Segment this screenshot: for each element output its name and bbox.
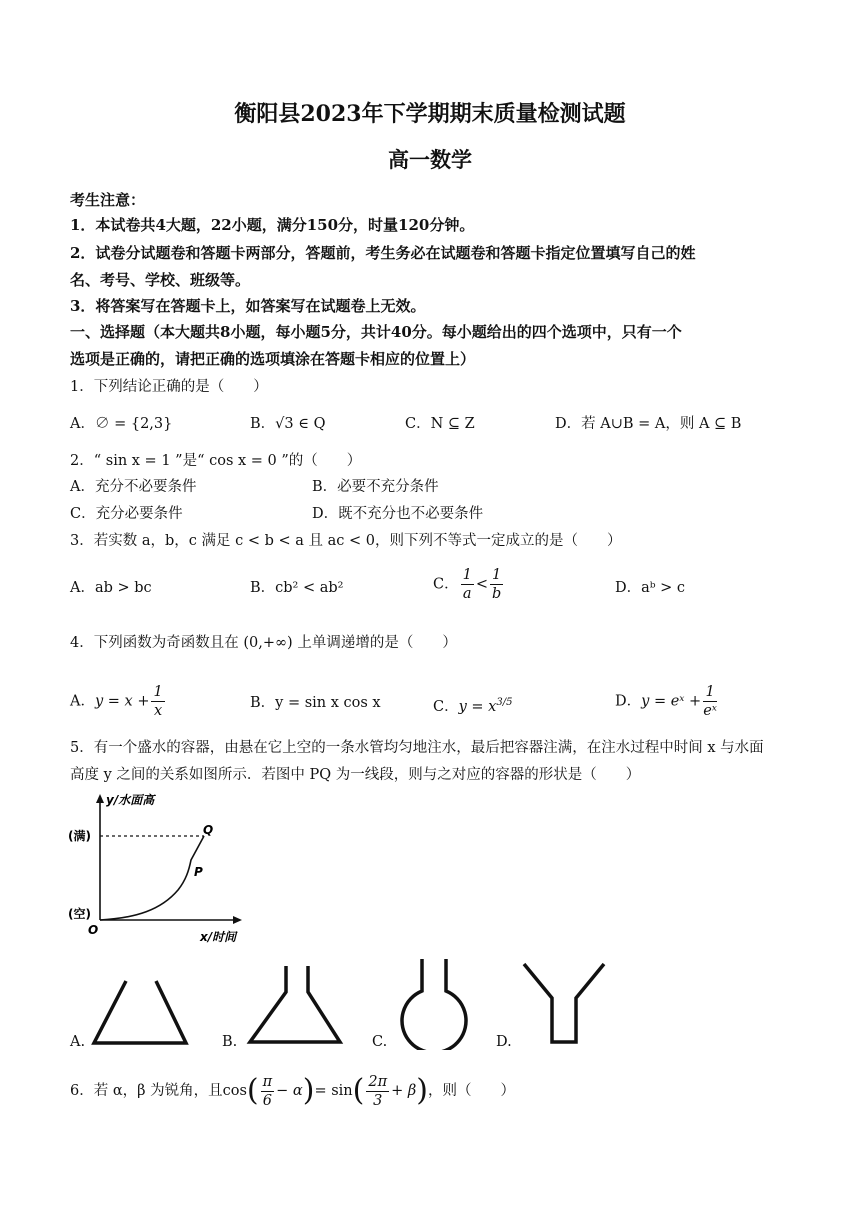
notice-item-3: 3．将答案写在答题卡上，如答案写在试题卷上无效。 [70, 297, 426, 315]
x-axis-arrow [233, 916, 242, 924]
container-b-shape [242, 962, 352, 1050]
numerator: 1 [153, 684, 163, 700]
question-2-option-c: C．充分必要条件 [70, 506, 183, 522]
point-q-label: Q [203, 823, 214, 837]
container-c-outline [402, 959, 466, 1050]
question-5-stem: 5．有一个盛水的容器，由悬在它上空的一条水管均匀地注水，最后把容器注满，在注水过程中时间 x 与水面 [70, 740, 764, 756]
question-4-option-c [433, 693, 512, 717]
question-3-option-b: B．cb² < ab² [250, 580, 344, 596]
notice-heading: 考生注意： [70, 191, 146, 209]
question-4-option-a [70, 683, 167, 720]
option-label: D． [615, 693, 642, 710]
question-2-option-a: A．充分不必要条件 [70, 479, 197, 495]
stem-prefix: 6．若 α，β 为锐角，且 [70, 1083, 223, 1099]
container-a-outline [94, 981, 186, 1043]
stem-tail: ，则（ ） [428, 1083, 515, 1099]
page-title: 衡阳县2023年下学期期末质量检测试题 [234, 101, 626, 127]
denominator: x [154, 703, 163, 719]
fraction [366, 1073, 389, 1110]
expression: y = x + [94, 693, 150, 710]
numerator: 1 [462, 567, 472, 583]
container-d-shape [518, 958, 613, 1048]
option-label: C． [433, 698, 459, 715]
height-curve [100, 836, 204, 920]
operator: < [475, 576, 488, 593]
y-axis-arrow [96, 794, 104, 803]
numerator: π [262, 1073, 273, 1090]
question-3-option-c [433, 566, 505, 603]
question-1-option-a: A．∅ = {2,3} [70, 416, 173, 432]
numerator: 1 [705, 684, 715, 700]
term: + β [391, 1083, 417, 1099]
expression: y = x [458, 698, 497, 715]
section-heading: 一、选择题（本大题共8小题，每小题5分，共计40分。每小题给出的四个选项中，只有一个 [70, 323, 682, 341]
equals-sin: = sin [314, 1083, 353, 1099]
container-b-outline [250, 966, 340, 1042]
question-3-stem: 3．若实数 a，b，c 满足 c < b < a 且 ac < 0，则下列不等式一定成立的是（ ） [70, 533, 622, 549]
question-1-option-c: C．N ⊆ Z [405, 416, 475, 432]
container-d-outline [524, 964, 604, 1042]
question-3-option-a: A．ab > bc [70, 580, 152, 596]
fraction [151, 683, 164, 720]
question-2-stem: 2．“ sin x = 1 ”是“ cos x = 0 ”的（ ） [70, 453, 362, 469]
cos-function: cos [222, 1083, 247, 1099]
question-5-option-c: C. [372, 1034, 388, 1050]
numerator: 1 [492, 567, 502, 583]
fraction [703, 683, 717, 720]
question-4-option-b: B．y = sin x cos x [250, 695, 381, 711]
denominator: b [491, 586, 502, 602]
point-p-label: P [194, 865, 203, 879]
full-label: (满) [68, 829, 91, 843]
expression: y = eˣ + [641, 693, 702, 710]
denominator: eˣ [703, 703, 717, 719]
numerator: 2π [368, 1073, 388, 1090]
denominator: 6 [262, 1092, 273, 1109]
notice-item-2: 2．试卷分试题卷和答题卡两部分，答题前，考生务必在试题卷和答题卡指定位置填写自己的姓 [70, 244, 696, 262]
option-label: A． [70, 693, 95, 710]
notice-item-1: 1．本试卷共4大题，22小题，满分150分，时量120分钟。 [70, 216, 475, 234]
question-5-option-a: A. [70, 1034, 86, 1050]
question-5-stem-cont: 高度 y 之间的关系如图所示．若图中 PQ 为一线段，则与之对应的容器的形状是（ ） [70, 767, 641, 783]
fraction [261, 1073, 275, 1110]
question-3-option-c-label: C． [433, 576, 459, 593]
question-2-option-d: D．既不充分也不必要条件 [312, 506, 484, 522]
paren-close: ) [302, 1073, 315, 1108]
paren-open: ( [352, 1073, 365, 1108]
container-c-shape [395, 955, 475, 1050]
empty-label: (空) [68, 907, 91, 921]
question-5-option-d: D. [496, 1034, 512, 1050]
question-4-option-d [615, 683, 719, 720]
notice-item-2-cont: 名、考号、学校、班级等。 [70, 271, 251, 289]
paren-close: ) [416, 1073, 428, 1108]
origin-label: O [88, 923, 99, 937]
question-4-stem: 4．下列函数为奇函数且在 (0,+∞) 上单调递增的是（ ） [70, 635, 457, 651]
fraction [490, 566, 503, 603]
question-1-option-b: B．√3 ∈ Q [250, 416, 326, 432]
question-1-stem: 1．下列结论正确的是（ ） [70, 379, 268, 395]
container-a-shape [90, 975, 200, 1050]
question-5-option-b: B. [222, 1034, 238, 1050]
question-2-option-b: B．必要不充分条件 [312, 479, 439, 495]
water-height-graph [66, 790, 246, 945]
question-1-option-d: D．若 A∪B = A，则 A ⊆ B [555, 416, 742, 432]
question-3-option-d: D．aᵇ > c [615, 580, 686, 596]
question-6-stem [70, 1071, 515, 1111]
term: − α [276, 1083, 303, 1099]
denominator: a [462, 586, 472, 602]
paren-open: ( [246, 1073, 259, 1108]
exponent: 3/5 [496, 697, 513, 708]
denominator: 3 [373, 1092, 383, 1109]
fraction [461, 566, 474, 603]
page-subtitle: 高一数学 [388, 147, 472, 172]
y-axis-label: y/水面高 [106, 793, 155, 807]
section-heading-cont: 选项是正确的，请把正确的选项填涂在答题卡相应的位置上） [70, 350, 476, 368]
x-axis-label: x/时间 [200, 930, 237, 944]
